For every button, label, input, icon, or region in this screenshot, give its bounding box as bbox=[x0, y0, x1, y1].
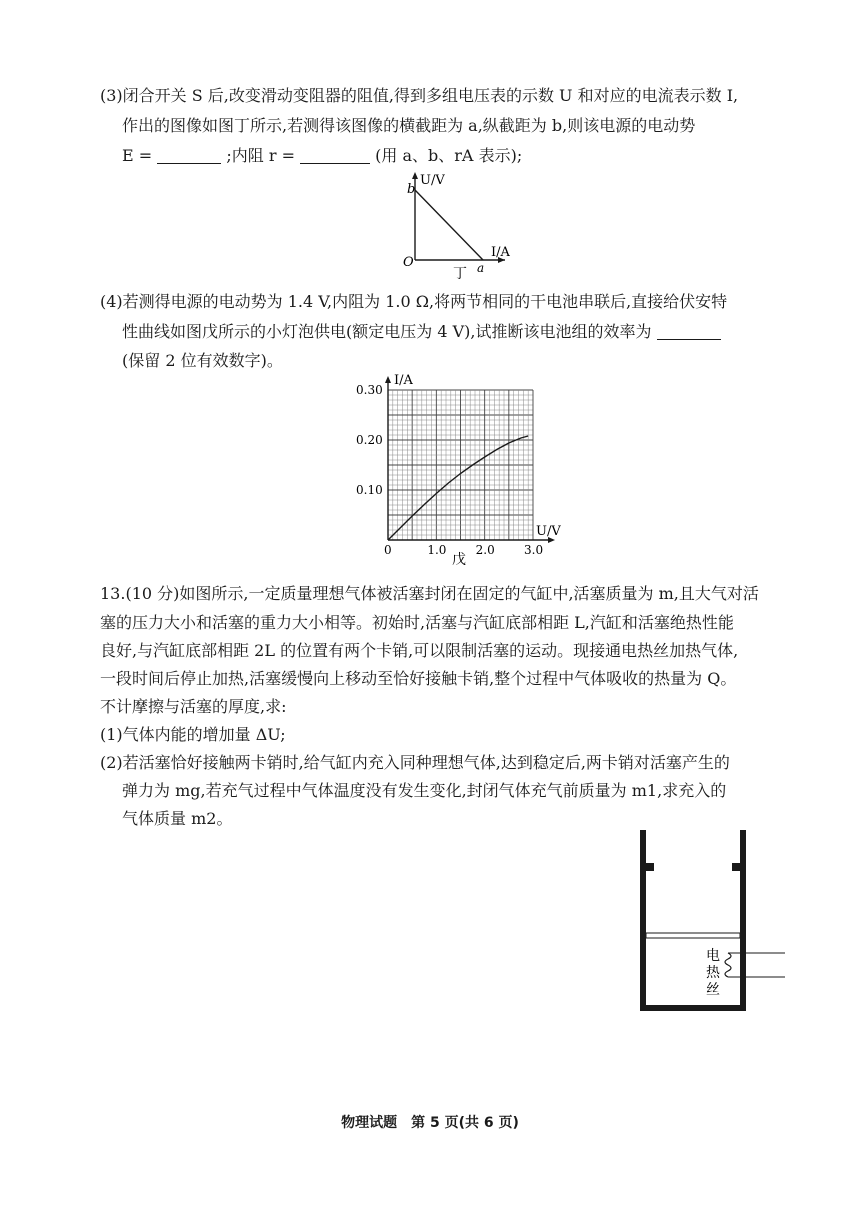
origin-label: O bbox=[403, 255, 414, 270]
q12-4-line1: (4)若测得电源的电动势为 1.4 V,内阻为 1.0 Ω,将两节相同的干电池串联后,直接给伏安特 bbox=[100, 292, 728, 311]
x-tick-label: 3.0 bbox=[524, 543, 544, 557]
right-stop-pin bbox=[732, 863, 740, 871]
cylinder-figure bbox=[630, 825, 790, 1015]
figure-wu-chart bbox=[350, 370, 580, 570]
cylinder-right-wall bbox=[740, 830, 746, 1010]
heater-label-2: 热 bbox=[706, 965, 720, 981]
y-axis-label: I/A bbox=[394, 373, 413, 388]
answer-blank-efficiency[interactable] bbox=[657, 321, 721, 340]
y-tick-label: 0.20 bbox=[356, 433, 383, 447]
figure-ding bbox=[395, 168, 525, 280]
q12-4-line2 bbox=[122, 318, 721, 346]
y-axis-arrow bbox=[412, 172, 418, 179]
answer-blank-emf[interactable] bbox=[157, 145, 221, 164]
figure-ding-caption: 丁 bbox=[453, 266, 467, 280]
a-intercept-label: a bbox=[477, 261, 485, 275]
heater-label-3: 丝 bbox=[706, 982, 720, 998]
heater-coil-icon bbox=[725, 953, 731, 977]
left-stop-pin bbox=[646, 863, 654, 871]
page-footer: 物理试题 第 5 页(共 6 页) bbox=[341, 1115, 519, 1131]
x-tick-label: 0 bbox=[384, 543, 392, 557]
q12-3-line1: (3)闭合开关 S 后,改变滑动变阻器的阻值,得到多组电压表的示数 U 和对应的电流表示数 I, bbox=[100, 86, 739, 105]
q13-line3: 良好,与汽缸底部相距 2L 的位置有两个卡销,可以限制活塞的运动。现接通电热丝加热气体, bbox=[100, 641, 739, 660]
q13-line4: 一段时间后停止加热,活塞缓慢向上移动至恰好接触卡销,整个过程中气体吸收的热量为 Q。 bbox=[100, 669, 737, 688]
q12-3-emf-label: E = bbox=[122, 146, 153, 165]
iv-curve bbox=[388, 436, 528, 540]
q13-line5: 不计摩擦与活塞的厚度,求: bbox=[100, 697, 287, 716]
x-axis-label: U/V bbox=[536, 524, 561, 539]
q12-4-line2-text: 性曲线如图戊所示的小灯泡供电(额定电压为 4 V),试推断该电池组的效率为 bbox=[122, 322, 652, 341]
q12-3-resistance-label: ;内阻 r = bbox=[226, 146, 295, 165]
x-axis-label: I/A bbox=[491, 245, 510, 260]
q13-line1: 13.(10 分)如图所示,一定质量理想气体被活塞封闭在固定的气缸中,活塞质量为 m,且大气对活 bbox=[100, 584, 759, 603]
q13-sub2-line1: (2)若活塞恰好接触两卡销时,给气缸内充入同种理想气体,达到稳定后,两卡销对活塞产生的 bbox=[100, 753, 730, 772]
b-intercept-label: b bbox=[407, 182, 416, 197]
q12-3-line2: 作出的图像如图丁所示,若测得该图像的横截距为 a,纵截距为 b,则该电源的电动势 bbox=[122, 116, 696, 135]
q13-line2: 塞的压力大小和活塞的重力大小相等。初始时,活塞与汽缸底部相距 L,汽缸和活塞绝热性能 bbox=[100, 613, 734, 632]
ui-line bbox=[415, 190, 483, 260]
heater-label-1: 电 bbox=[706, 948, 720, 964]
q13-sub1: (1)气体内能的增加量 ΔU; bbox=[100, 725, 286, 744]
answer-blank-resistance[interactable] bbox=[300, 145, 370, 164]
cylinder-bottom bbox=[640, 1005, 746, 1011]
q12-4-line3: (保留 2 位有效数字)。 bbox=[122, 351, 283, 370]
q13-sub2-line2: 弹力为 mg,若充气过程中气体温度没有发生变化,封闭气体充气前质量为 m1,求充入的 bbox=[122, 781, 727, 800]
y-axis-label: U/V bbox=[420, 173, 445, 188]
y-tick-label: 0.30 bbox=[356, 383, 383, 397]
q12-3-note: (用 a、b、rA 表示); bbox=[375, 146, 523, 165]
cylinder-left-wall bbox=[640, 830, 646, 1010]
figure-wu-caption: 戊 bbox=[452, 552, 466, 568]
y-axis-arrow bbox=[385, 376, 391, 383]
piston bbox=[646, 933, 740, 938]
x-tick-label: 2.0 bbox=[475, 543, 495, 557]
q13-sub2-line3: 气体质量 m2。 bbox=[122, 809, 233, 828]
x-tick-label: 1.0 bbox=[427, 543, 447, 557]
y-tick-label: 0.10 bbox=[356, 483, 383, 497]
q12-3-line3 bbox=[122, 142, 522, 170]
